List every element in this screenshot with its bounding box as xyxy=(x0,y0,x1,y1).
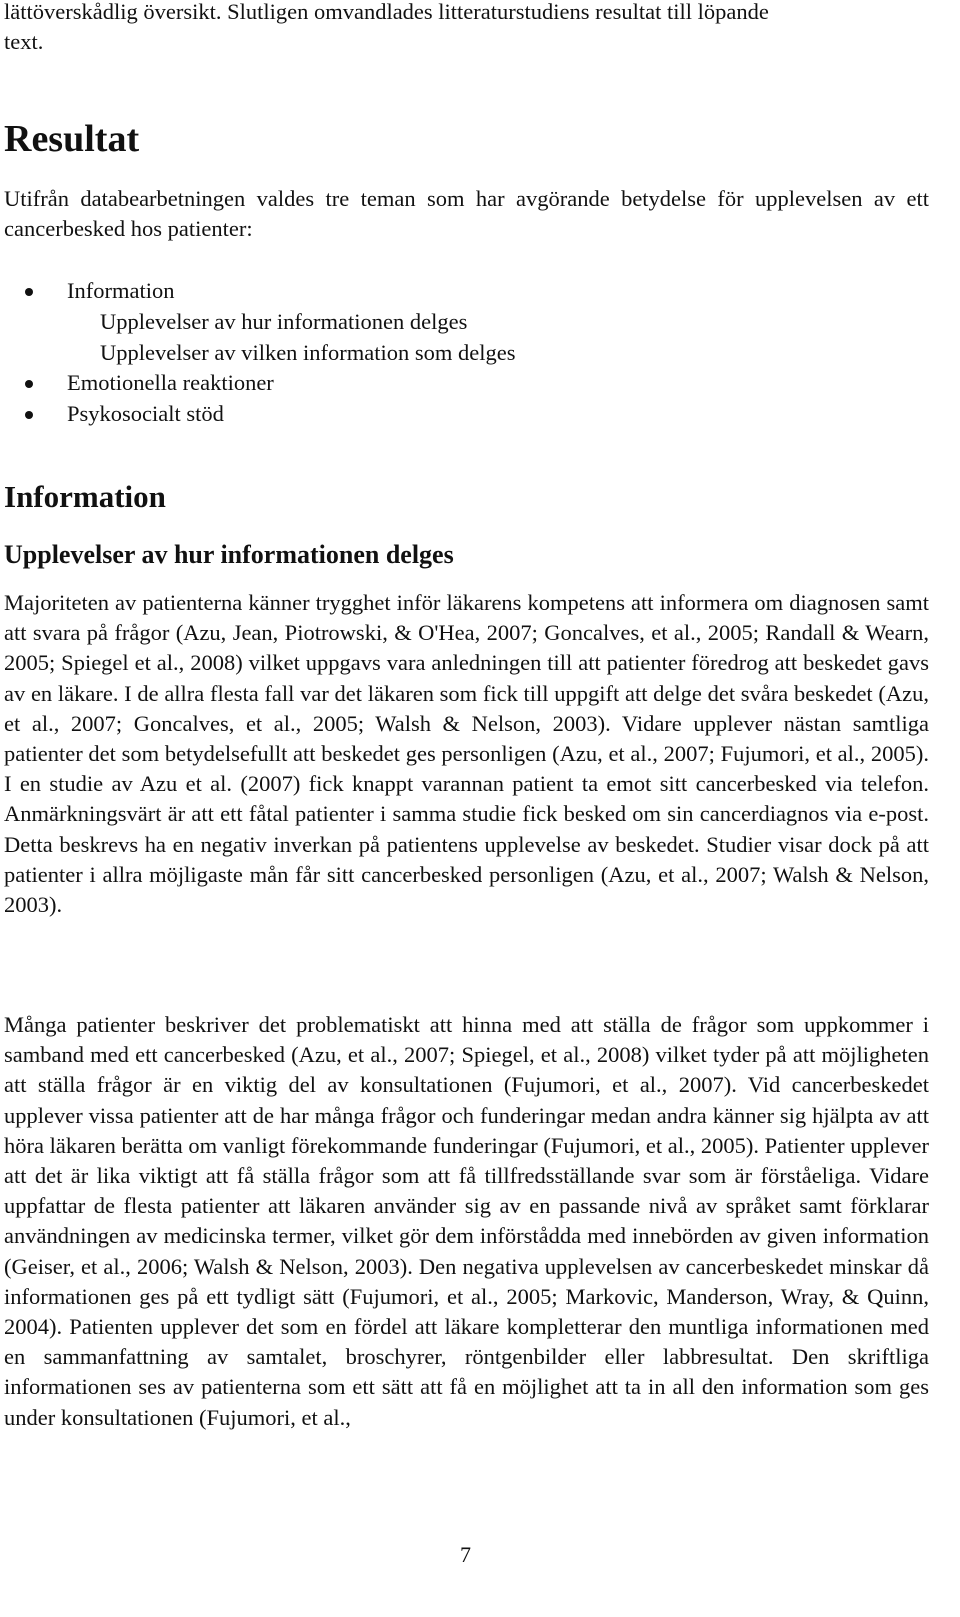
theme-label: Psykosocialt stöd xyxy=(67,401,224,427)
page-number: 7 xyxy=(460,1542,471,1567)
bullet-icon xyxy=(25,288,33,296)
theme-subitem-how xyxy=(4,307,516,338)
intro-text xyxy=(4,0,929,57)
theme-subitem-what xyxy=(4,338,516,369)
subsection-heading: Upplevelser av hur informationen delges xyxy=(4,540,454,569)
theme-sublabel: Upplevelser av hur informationen delges xyxy=(100,308,468,334)
theme-label: Information xyxy=(67,278,175,303)
lead-paragraph: Utifrån databearbetningen valdes tre teman som har avgörande betydelse för upplevelsen av ett cancerbesked hos patienter: xyxy=(4,186,929,242)
intro-line-1: lättöverskådlig översikt. Slutligen omvandlades litteraturstudiens resultat till löpande xyxy=(4,0,769,24)
theme-item-emotional xyxy=(4,368,516,399)
section-heading-information: Information xyxy=(4,479,166,514)
section-title-resultat: Resultat xyxy=(4,118,140,160)
theme-list xyxy=(4,276,516,430)
body-paragraph-2: Många patienter beskriver det problematiskt att hinna med att ställa de frågor som uppkommer i samband med ett cancerbesked (Azu, et al., 2007; Spiegel, et al., 2008) vilket tyder på att möjligheten att ställa frågor är en viktig del av konsultationen (Fujumori, et al., 2007). Vid cancerbeskedet upplever vissa patienter att de har många frågor och funderingar medan andra känner sig hjälpta av att höra läkaren berätta om vanligt förekommande funderingar (Fujumori, et al., 2005). Patienter upplever att det är lika viktigt att få ställa frågor som att få tillfredsställande svar som är förståeliga. Vidare uppfattar de flesta patienter att läkaren använder sig av en passande nivå av språket samt förklarar användningen av medicinska termer, vilket gör dem införstådda med innebörden av given information (Geiser, et al., 2006; Walsh & Nelson, 2003). Den negativa upplevelsen av cancerbeskedet minskar då informationen ges på ett tydligt sätt (Fujumori, et al., 2005; Markovic, Manderson, Wray, & Quinn, 2004). Patienten upplever det som en fördel att läkare kompletterar den muntliga informationen med en sammanfattning av samtalet, broschyrer, röntgenbilder eller labbresultat. Den skriftliga informationen ses av patienterna som ett sätt att få en möjlighet att ta in all den information som ges under konsultationen (Fujumori, et al., xyxy=(4,1012,929,1430)
theme-label: Emotionella reaktioner xyxy=(67,370,274,396)
body-paragraph-1: Majoriteten av patienterna känner trygghet inför läkarens kompetens att informera om diagnosen samt att svara på frågor (Azu, Jean, Piotrowski, & O'Hea, 2007; Goncalves, et al., 2005; Randall & Wearn, 2005; Spiegel et al., 2008) vilket uppgavs vara anledningen till att patienter föredrog att beskedet gavs av en läkare. I de allra flesta fall var det läkaren som fick till uppgift att delge det svåra beskedet (Azu, et al., 2007; Goncalves, et al., 2005; Walsh & Nelson, 2003). Vidare upplever nästan samtliga patienter det som betydelsefullt att beskedet ges personligen (Azu, et al., 2007; Fujumori, et al., 2005). I en studie av Azu et al. (2007) fick knappt varannan patient ta emot sitt cancerbesked via telefon. Anmärkningsvärt är att ett fåtal patienter i samma studie fick besked om sin cancerdiagnos via e-post. Detta beskrevs ha en negativ inverkan på patientens upplevelse av beskedet. Studier visar dock på att patienter i allra möjligaste mån får sitt cancerbesked personligen (Azu, et al., 2007; Walsh & Nelson, 2003). xyxy=(4,590,929,918)
theme-item-psychosocial xyxy=(4,399,516,430)
bullet-icon xyxy=(25,380,33,388)
bullet-icon xyxy=(25,411,33,419)
theme-sublabel: Upplevelser av vilken information som delges xyxy=(100,339,516,365)
intro-line-2: text. xyxy=(4,29,44,55)
theme-item-information xyxy=(4,276,516,307)
